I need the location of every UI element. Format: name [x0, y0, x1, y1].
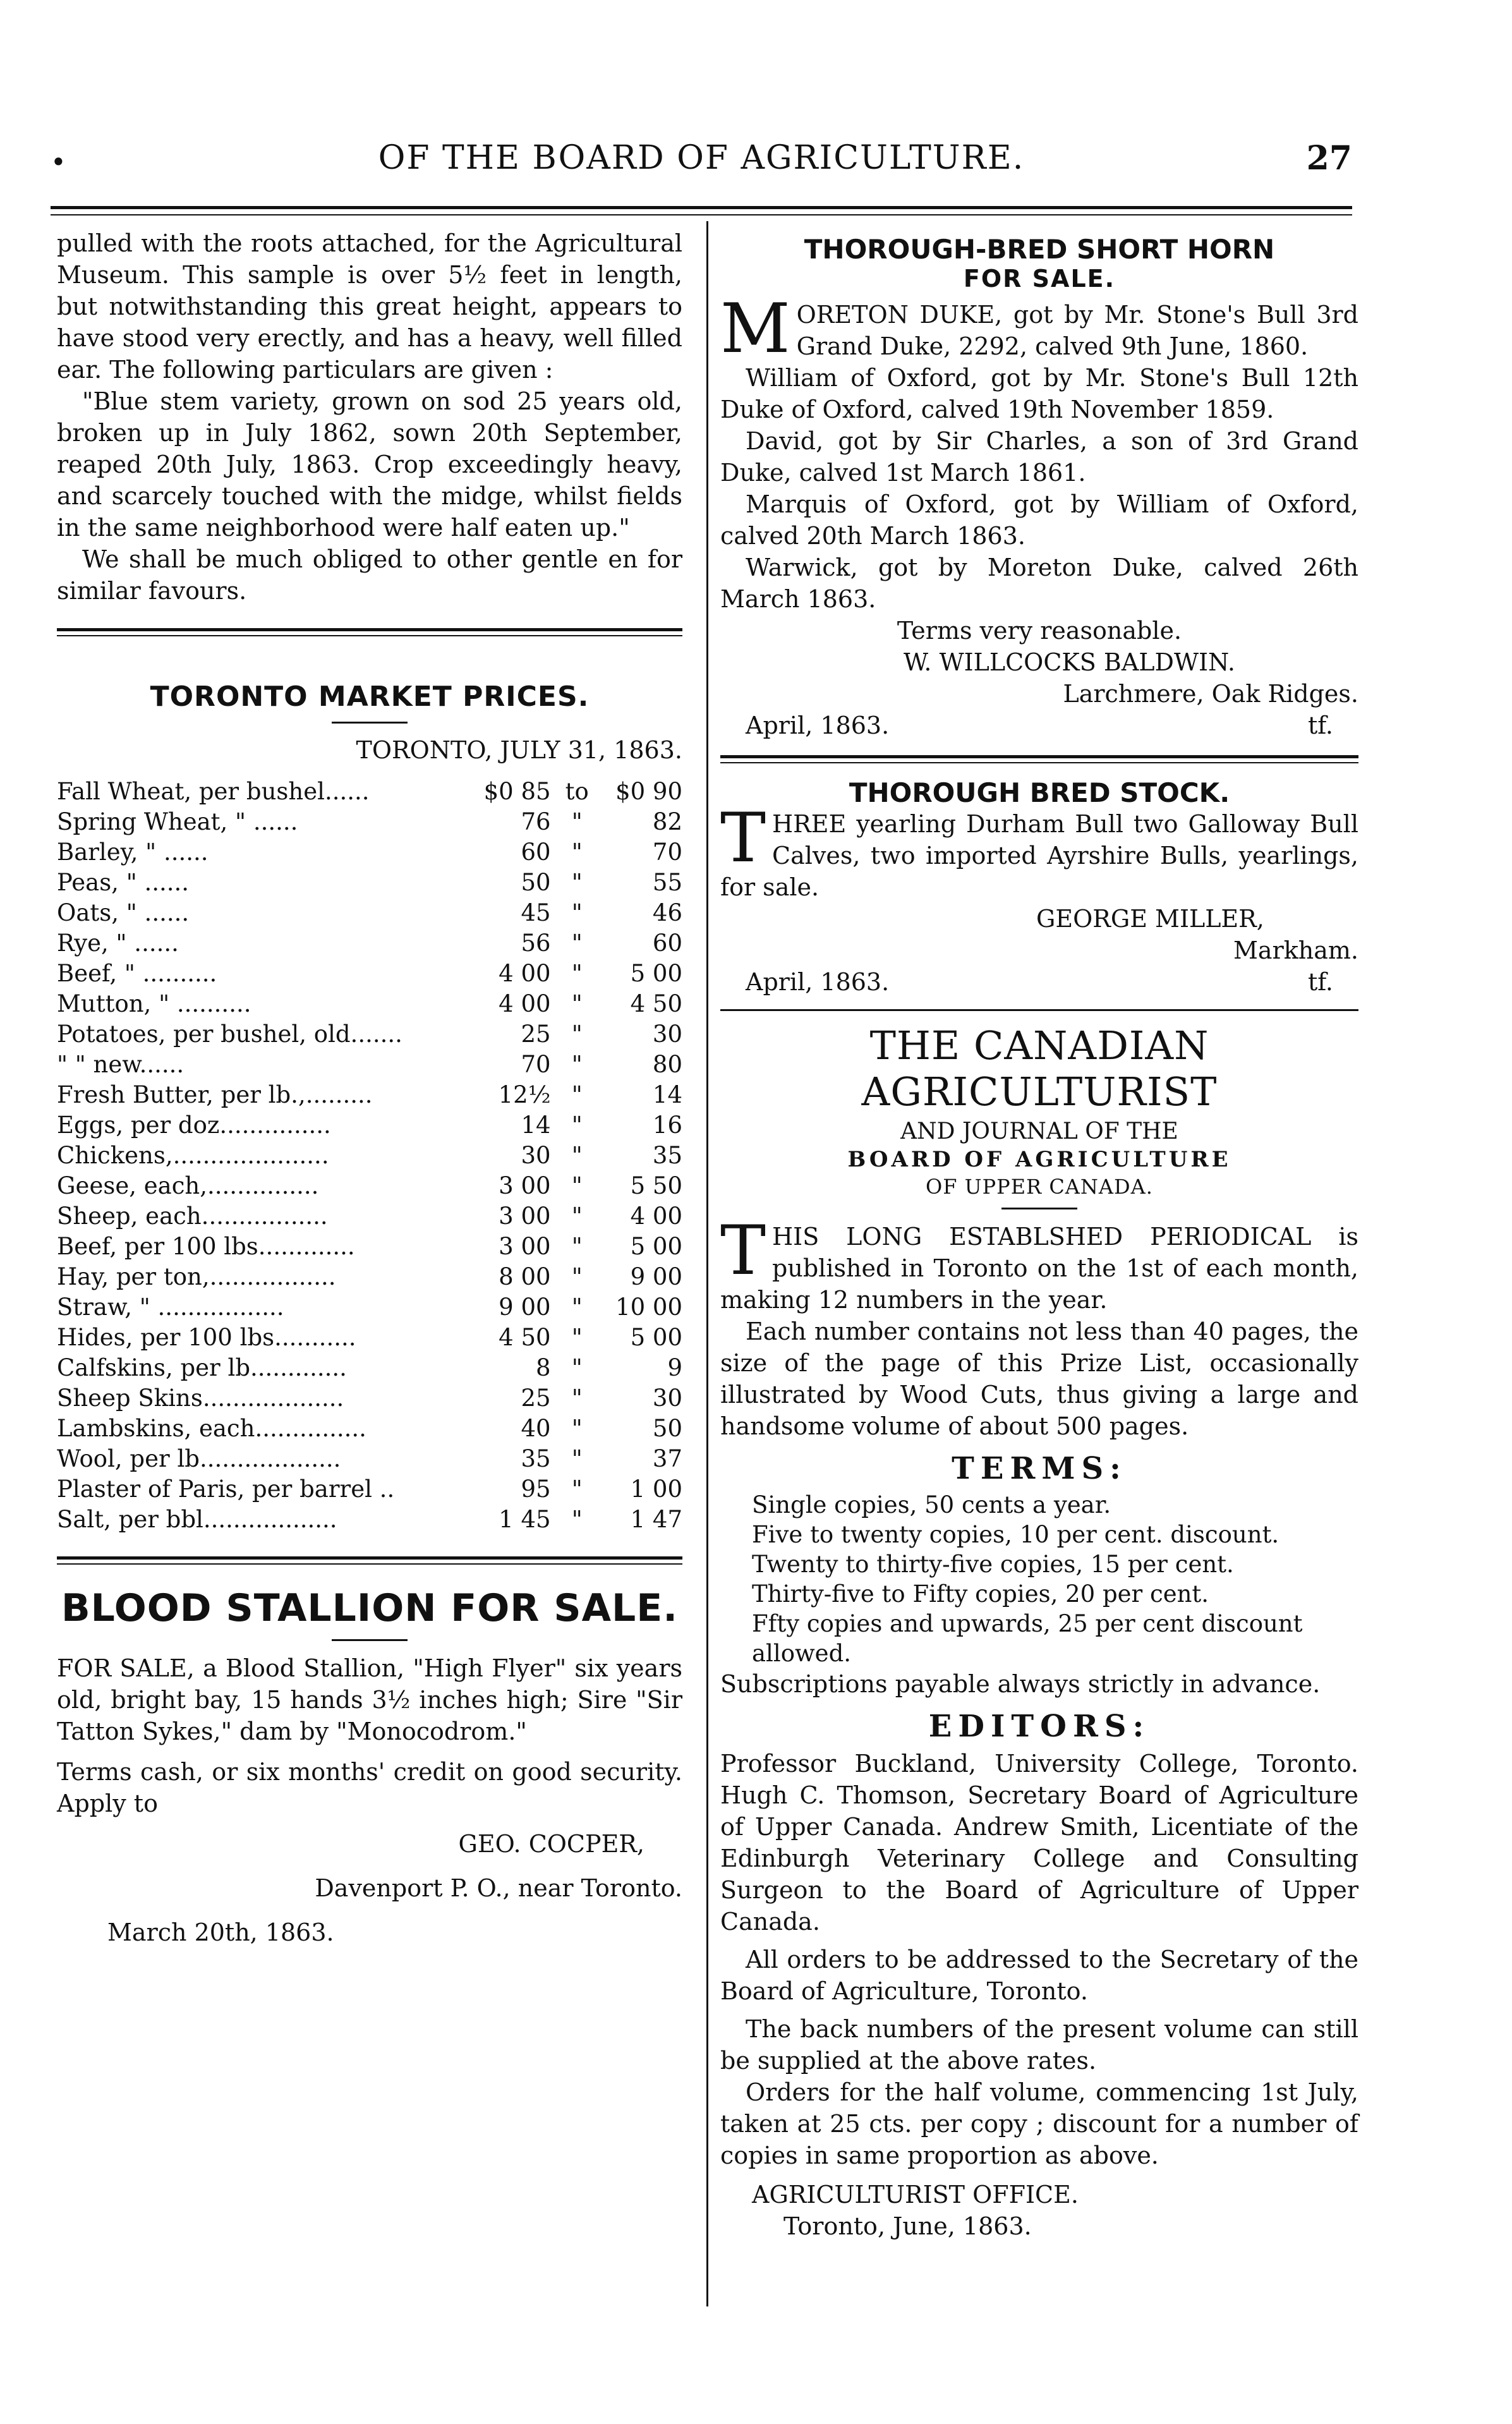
price-row	[57, 1171, 682, 1201]
stock-title: THOROUGH BRED STOCK.	[849, 777, 1230, 808]
price-low: 60	[521, 839, 551, 866]
price-to: "	[571, 1415, 583, 1442]
price-row	[57, 989, 682, 1019]
price-row	[57, 777, 682, 807]
price-row	[57, 1292, 682, 1323]
half-volume-note: Orders for the half volume, commencing 1st July, taken at 25 cts. per copy ; discount for a number of copies in same proportion as above.	[720, 2078, 1358, 2169]
price-low: 35	[521, 1445, 551, 1472]
journal-region: OF UPPER CANADA.	[926, 1175, 1153, 1199]
right-column	[720, 227, 1358, 2242]
price-to: "	[571, 839, 583, 866]
shorthorn-first-paragraph: MORETON DUKE, got by Mr. Stone's Bull 3rd Grand Duke, 2292, calved 9th June, 1860.	[720, 289, 1358, 368]
price-high: 1 47	[630, 1506, 682, 1533]
quote-paragraph: "Blue stem variety, grown on sod 25 years old, broken up in July 1862, sown 20th September, reaped 20th July, 1863. Crop exceedingly heavy, and scarcely touched with the midge, whilst fields in the same neighborhood were half eaten up."	[57, 387, 682, 542]
price-row	[57, 1323, 682, 1353]
price-low: 8 00	[499, 1263, 551, 1290]
price-row	[57, 1110, 682, 1141]
price-to: "	[571, 990, 583, 1017]
price-row	[57, 928, 682, 959]
price-low: 76	[521, 808, 551, 835]
header-rule	[51, 206, 1352, 215]
stallion-address: Davenport P. O., near Toronto.	[315, 1874, 682, 1902]
office-name: AGRICULTURIST OFFICE.	[752, 2181, 1079, 2209]
price-high: 80	[652, 1051, 682, 1078]
price-low: 70	[521, 1051, 551, 1078]
price-to: "	[571, 1142, 583, 1169]
page-header	[51, 139, 1352, 190]
terms-list	[720, 1490, 1358, 1668]
price-high: 5 50	[630, 1172, 682, 1199]
price-item: Oats, " ......	[57, 899, 190, 926]
price-low: 30	[521, 1142, 551, 1169]
price-low: 3 00	[499, 1172, 551, 1199]
closing-paragraph: We shall be much obliged to other gentle en for similar favours.	[57, 545, 682, 605]
price-low: 25	[521, 1021, 551, 1048]
price-high: 82	[652, 808, 682, 835]
price-high: 4 50	[630, 990, 682, 1017]
price-high: $0 90	[615, 778, 682, 805]
section-rule	[720, 1009, 1358, 1011]
price-item: Salt, per bbl..................	[57, 1506, 337, 1533]
price-to: "	[571, 1354, 583, 1381]
stallion-seller: GEO. COCPER,	[458, 1830, 644, 1858]
price-item: Hides, per 100 lbs...........	[57, 1324, 356, 1351]
market-dateline: TORONTO, JULY 31, 1863.	[356, 736, 682, 764]
shorthorn-entry: Marquis of Oxford, got by William of Oxford, calved 20th March 1863.	[720, 490, 1358, 550]
price-high: 55	[652, 869, 682, 896]
back-numbers-note: The back numbers of the present volume can still be supplied at the above rates.	[720, 2015, 1358, 2075]
price-low: 4 50	[499, 1324, 551, 1351]
price-to: "	[571, 1203, 583, 1230]
price-row	[57, 1444, 682, 1474]
price-row	[57, 1383, 682, 1414]
price-to: "	[571, 869, 583, 896]
stock-tf: tf.	[1307, 968, 1333, 996]
price-row	[57, 868, 682, 898]
price-row	[57, 1141, 682, 1171]
price-item: Plaster of Paris, per barrel ..	[57, 1476, 395, 1503]
price-high: 70	[652, 839, 682, 866]
section-rule	[57, 628, 682, 636]
drop-cap: M	[720, 289, 790, 368]
price-high: 37	[652, 1445, 682, 1472]
short-rule	[1001, 1208, 1077, 1209]
price-high: 35	[652, 1142, 682, 1169]
intro-paragraph: pulled with the roots attached, for the Agricultural Museum. This sample is over 5½ feet in length, but notwithstanding this great height, appears to have stood very erectly, and has a heavy, well filled ear. The following particulars are given :	[57, 229, 682, 384]
stock-date-row	[720, 966, 1358, 998]
price-low: 56	[521, 930, 551, 957]
stock-date: April, 1863.	[746, 968, 890, 996]
stock-place: Markham.	[1233, 936, 1358, 964]
shorthorn-seller: W. WILLCOCKS BALDWIN.	[904, 648, 1235, 676]
price-high: 14	[652, 1081, 682, 1108]
shorthorn-entry: Warwick, got by Moreton Duke, calved 26th March 1863.	[720, 554, 1358, 613]
section-rule	[720, 755, 1358, 763]
price-to: "	[571, 1233, 583, 1260]
price-row	[57, 1050, 682, 1080]
terms-item: Ffty copies and upwards, 25 per cent discount allowed.	[752, 1610, 1303, 1667]
price-item: " " new......	[57, 1051, 184, 1078]
price-low: 25	[521, 1385, 551, 1412]
subscriptions-note: Subscriptions payable always strictly in advance.	[720, 1670, 1321, 1698]
price-high: 60	[652, 930, 682, 957]
price-to: "	[571, 899, 583, 926]
orders-note: All orders to be addressed to the Secretary of the Board of Agriculture, Toronto.	[720, 1946, 1358, 2005]
price-to: "	[571, 1506, 583, 1533]
price-low: 45	[521, 899, 551, 926]
bullet-mark: •	[51, 147, 66, 178]
price-item: Chickens,.....................	[57, 1142, 329, 1169]
journal-lead: THIS LONG ESTABLSHED PERIODICAL is published in Toronto on the 1st of each month, making 12 numbers in the year.	[720, 1211, 1358, 1314]
price-low: 3 00	[499, 1203, 551, 1230]
shorthorn-date: April, 1863.	[746, 712, 890, 739]
price-low: 8	[536, 1354, 551, 1381]
price-item: Fresh Butter, per lb.,.........	[57, 1081, 373, 1108]
price-row	[57, 1262, 682, 1292]
price-high: 9	[667, 1354, 682, 1381]
shorthorn-place: Larchmere, Oak Ridges.	[1063, 680, 1358, 708]
price-item: Beef, per 100 lbs.............	[57, 1233, 355, 1260]
price-row	[57, 1232, 682, 1262]
price-high: 4 00	[630, 1203, 682, 1230]
drop-cap: T	[720, 799, 766, 878]
price-low: 1 45	[499, 1506, 551, 1533]
journal-subtitle: AND JOURNAL OF THE	[900, 1118, 1178, 1144]
terms-item: Thirty-five to Fifty copies, 20 per cent.	[752, 1580, 1209, 1608]
price-low: 95	[521, 1476, 551, 1503]
terms-heading: TERMS:	[952, 1451, 1127, 1486]
price-high: 10 00	[615, 1294, 682, 1321]
price-high: 30	[652, 1021, 682, 1048]
price-low: 50	[521, 869, 551, 896]
price-row	[57, 898, 682, 928]
price-low: 14	[521, 1112, 551, 1139]
terms-item: Twenty to thirty-five copies, 15 per cent.	[752, 1551, 1234, 1578]
price-row	[57, 1474, 682, 1505]
price-to: "	[571, 1294, 583, 1321]
shorthorn-subtitle: FOR SALE.	[963, 265, 1116, 293]
price-item: Rye, " ......	[57, 930, 179, 957]
office-place: Toronto, June, 1863.	[783, 2212, 1032, 2240]
price-item: Mutton, " ..........	[57, 990, 251, 1017]
price-row	[57, 1019, 682, 1050]
price-item: Barley, " ......	[57, 839, 209, 866]
journal-board: BOARD OF AGRICULTURE	[847, 1147, 1231, 1172]
price-low: 9 00	[499, 1294, 551, 1321]
price-item: Spring Wheat, " ......	[57, 808, 298, 835]
shorthorn-date-row	[720, 710, 1358, 741]
price-item: Eggs, per doz...............	[57, 1112, 331, 1139]
shorthorn-tf: tf.	[1307, 712, 1333, 739]
price-high: 9 00	[630, 1263, 682, 1290]
price-item: Fall Wheat, per bushel......	[57, 778, 370, 805]
price-low: 12½	[498, 1081, 551, 1108]
terms-item: Five to twenty copies, 10 per cent. discount.	[752, 1521, 1279, 1548]
price-item: Lambskins, each...............	[57, 1415, 366, 1442]
price-high: 5 00	[630, 1324, 682, 1351]
stallion-date: March 20th, 1863.	[107, 1918, 334, 1946]
stock-seller: GEORGE MILLER,	[1036, 905, 1264, 933]
left-column	[57, 227, 682, 1948]
price-row	[57, 1080, 682, 1110]
price-to: "	[571, 960, 583, 987]
price-to: "	[571, 808, 583, 835]
price-to: to	[565, 778, 589, 805]
price-item: Potatoes, per bushel, old.......	[57, 1021, 402, 1048]
price-to: "	[571, 1263, 583, 1290]
price-item: Sheep, each.................	[57, 1203, 328, 1230]
price-to: "	[571, 1021, 583, 1048]
price-high: 30	[652, 1385, 682, 1412]
column-divider	[706, 221, 708, 2306]
price-row	[57, 1505, 682, 1535]
price-to: "	[571, 1051, 583, 1078]
price-high: 5 00	[630, 1233, 682, 1260]
journal-description: Each number contains not less than 40 pages, the size of the page of this Prize List, occasionally illustrated by Wood Cuts, thus giving a large and handsome volume of about 500 pages.	[720, 1318, 1358, 1440]
price-row	[57, 1201, 682, 1232]
price-to: "	[571, 1324, 583, 1351]
price-to: "	[571, 1385, 583, 1412]
price-to: "	[571, 1112, 583, 1139]
price-high: 46	[652, 899, 682, 926]
shorthorn-entry: David, got by Sir Charles, a son of 3rd Grand Duke, calved 1st March 1861.	[720, 427, 1358, 487]
price-item: Peas, " ......	[57, 869, 190, 896]
price-item: Calfskins, per lb.............	[57, 1354, 347, 1381]
short-rule	[332, 1639, 408, 1641]
price-low: $0 85	[483, 778, 551, 805]
price-item: Wool, per lb...................	[57, 1445, 341, 1472]
shorthorn-terms: Terms very reasonable.	[897, 617, 1182, 645]
price-row	[57, 1414, 682, 1444]
journal-title: THE CANADIAN AGRICULTURIST	[861, 1022, 1218, 1115]
terms-item: Single copies, 50 cents a year.	[752, 1491, 1111, 1518]
price-to: "	[571, 930, 583, 957]
price-row	[57, 959, 682, 989]
price-row	[57, 807, 682, 837]
price-low: 40	[521, 1415, 551, 1442]
market-price-table	[57, 777, 682, 1535]
editors-list: Professor Buckland, University College, Toronto. Hugh C. Thomson, Secretary Board of Agriculture of Upper Canada. Andrew Smith, Licentiate of the Edinburgh Veterinary College and Consulting Surgeon to the Board of Agriculture of Upper Canada.	[720, 1750, 1358, 1936]
shorthorn-entry: William of Oxford, got by Mr. Stone's Bull 12th Duke of Oxford, calved 19th November 1859.	[720, 364, 1358, 423]
price-item: Straw, " .................	[57, 1294, 284, 1321]
page-number: 27	[1306, 139, 1352, 178]
price-to: "	[571, 1081, 583, 1108]
running-title: OF THE BOARD OF AGRICULTURE.	[378, 139, 1025, 177]
price-high: 50	[652, 1415, 682, 1442]
price-high: 5 00	[630, 960, 682, 987]
section-rule	[57, 1556, 682, 1565]
price-row	[57, 1353, 682, 1383]
price-low: 4 00	[499, 960, 551, 987]
price-item: Beef, " ..........	[57, 960, 217, 987]
shorthorn-title: THOROUGH-BRED SHORT HORN	[804, 234, 1275, 265]
price-to: "	[571, 1172, 583, 1199]
price-to: "	[571, 1476, 583, 1503]
stock-body: THREE yearling Durham Bull two Galloway Bull Calves, two imported Ayrshire Bulls, yearlings, for sale.	[720, 799, 1358, 901]
market-title: TORONTO MARKET PRICES.	[150, 681, 590, 713]
stallion-title: BLOOD STALLION FOR SALE.	[61, 1586, 679, 1630]
stallion-body: FOR SALE, a Blood Stallion, "High Flyer" six years old, bright bay, 15 hands 3½ inches high; Sire "Sir Tatton Sykes," dam by "Monocodrom."	[57, 1654, 682, 1745]
price-high: 16	[652, 1112, 682, 1139]
price-to: "	[571, 1445, 583, 1472]
price-row	[57, 837, 682, 868]
price-low: 4 00	[499, 990, 551, 1017]
price-item: Sheep Skins...................	[57, 1385, 344, 1412]
shorthorn-list	[720, 362, 1358, 615]
price-item: Hay, per ton,.................	[57, 1263, 336, 1290]
price-item: Geese, each,...............	[57, 1172, 319, 1199]
short-rule	[332, 722, 408, 724]
editors-heading: EDITORS:	[928, 1709, 1151, 1744]
price-high: 1 00	[630, 1476, 682, 1503]
drop-cap: T	[720, 1211, 766, 1290]
stallion-terms: Terms cash, or six months' credit on good security. Apply to	[57, 1758, 682, 1817]
price-low: 3 00	[499, 1233, 551, 1260]
